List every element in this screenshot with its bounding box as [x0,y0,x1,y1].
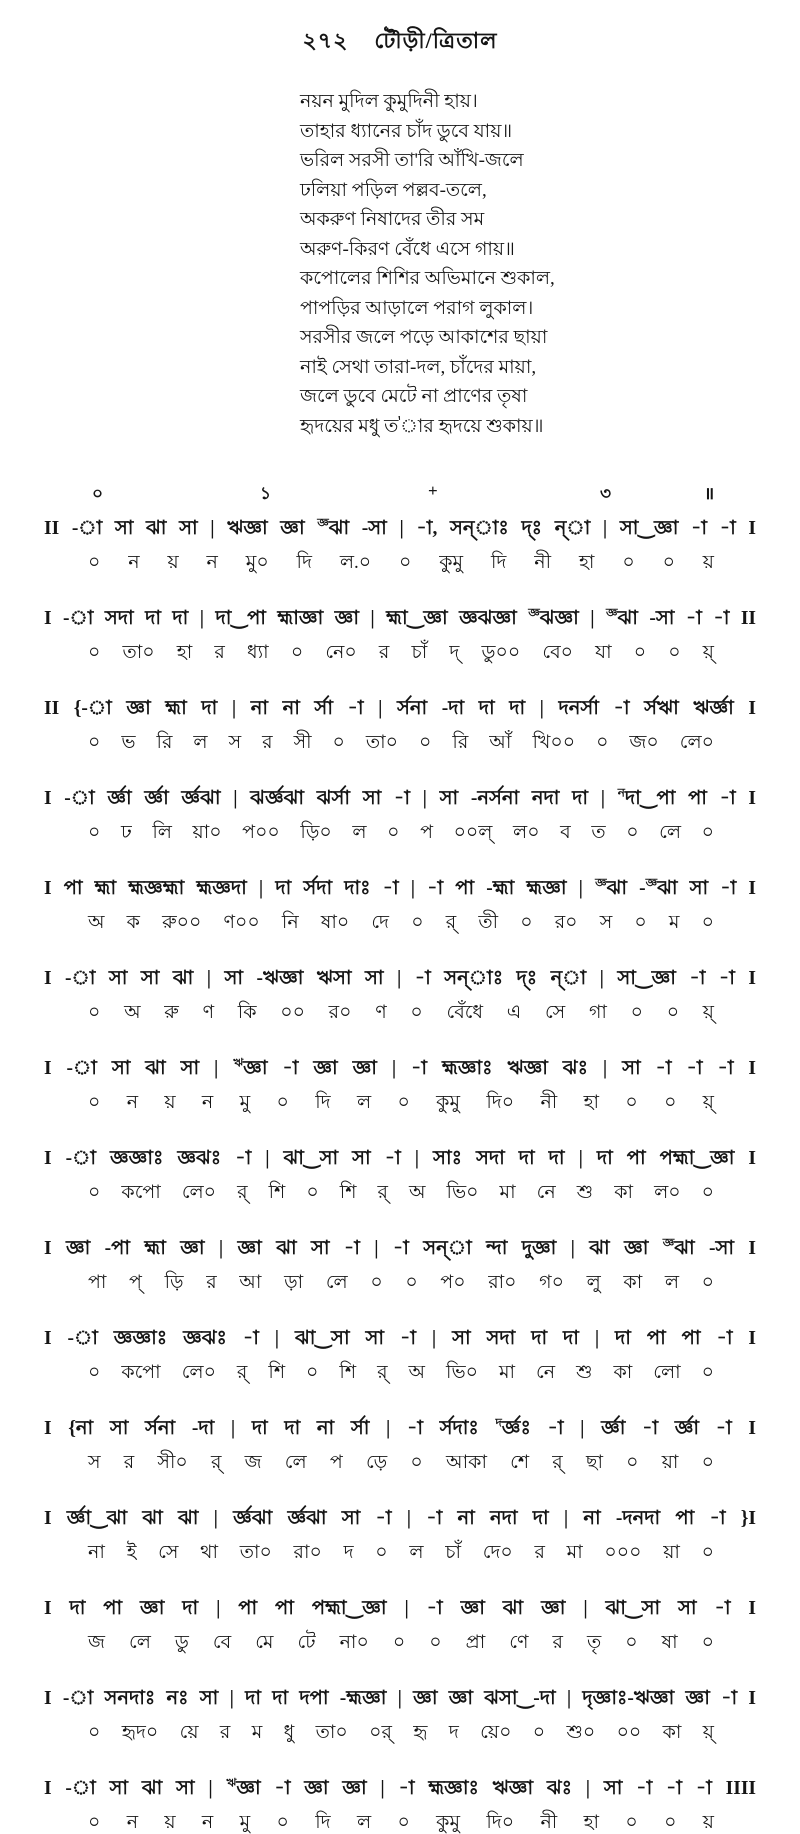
poem-line: ভরিল সরসী তা'রি আঁখি-জলে [300,150,524,171]
lyric-line: ০ অ রু ণ কি ০০ র০ ণ ০ বেঁধে এ সে গা ০ ০ য়্ [88,1002,714,1023]
notation-row [44,1687,756,1744]
sargam-line: I -া সনদাঃ নঃ সা | দা দা দপা -হ্মজ্ঞা | জ্ঞা জ্ঞা ঝসা‿-দা | দৃজ্ঞাঃ-ঋজ্ঞা জ্ঞা -া I [44,1688,756,1709]
lyric-line: ০ তা০ হা র ধ্যা ০ নে০ র চাঁ দ্ ডু০০ বে০ যা ০ ০ য়্ [88,642,714,663]
tala-marker: + [428,481,438,500]
page-header [0,24,800,61]
sargam-line: I -া সদা দা দা | দা‿পা হ্মাজ্ঞা জ্ঞা | হ্মা‿জ্ঞা জ্ঞঝজ্ঞা $^{জ্ঞ}$ঝজ্ঞা | $^{জ্ঞ}$ঝা -সা -া -া II [44,605,756,629]
lyric-line: জ লে ডু বে মে টে না০ ০ ০ প্রা ণে র তৃ ০ ষা ০ [88,1632,714,1653]
notation-row [44,1327,756,1384]
poem-line: নয়ন মুদিল কুমুদিনী হায়। [300,91,478,112]
grace-note: ন [617,785,625,800]
notation-row [44,1777,756,1834]
grace-note: জ্ঞ [317,515,329,530]
tala-marker: ৩ [600,484,612,503]
poem-line: তাহার ধ্যানের চাঁদ ডুবে যায়॥ [300,120,513,142]
sargam-line: I -া জ্ঞজ্ঞাঃ জ্ঞঝঃ -া | ঝা‿সা সা -া | সাঃ সদা দা দা | দা পা পহ্মা‿জ্ঞা I [44,1148,756,1169]
tala-marker: ০ [92,484,104,503]
lyric-line: ০ ন য় ন মু০ দি ল.০ ০ কুমু দি নী হা ০ ০ য় [88,552,714,573]
song-lyrics-poem [300,87,800,441]
notation-row [44,1237,756,1294]
sargam-line: I -া সা সা ঝা | সা -ঋজ্ঞা ঋসা সা | -া সন্‌াঃ দ্‌ঃ ন্‌া | সা‿জ্ঞা -া -া I [44,968,756,989]
poem-line: হৃদয়ের মধু ত'ার হৃদয়ে শুকায়॥ [300,415,544,437]
sargam-line: I -া র্জ্ঞা র্জ্ঞা র্জ্ঞঝা | ঝর্জ্ঞঝা ঝর্সা সা -া | সা -নর্সনা নদা দা | $^ন$দা‿পা পা -া I [44,785,756,809]
lyric-line: ০ ন য় ন মু ০ দি ল ০ কুমু দি০ নী হা ০ ০ য়্ [88,1092,714,1113]
poem-line: নাই সেথা তারা-দল, চাঁদের মায়া, [300,356,537,378]
notation-row [44,697,756,754]
sargam-line: I পা হ্মা হ্মজ্ঞহ্মা হ্মজ্ঞদা | দা র্সদা দাঃ -া | -া পা -হ্মা হ্মজ্ঞা | $^{জ্ঞ}$ঝা -$^{জ্ঞ}$ঝা সা -া I [44,875,756,899]
lyric-line: ০ কপো লে০ র্ শি ০ শি র্ অ ভি০ মা নে শু কা লো ০ [88,1362,714,1383]
sargam-line: I -া জ্ঞজ্ঞাঃ জ্ঞঝঃ -া | ঝা‿সা সা -া | সা সদা দা দা | দা পা পা -া I [44,1328,756,1349]
lyric-line: অ ক রু০০ ণ০০ নি ষা০ দে ০ র্ তী ০ র০ স ০ ম ০ [88,912,714,933]
poem-line: কপোলের শিশির অভিমানে শুকাল, [300,268,555,289]
poem-line: অরুণ-কিরণ বেঁধে এসে গায়॥ [300,238,515,260]
notation-row [44,967,756,1024]
lyric-line: ০ কপো লে০ র্ শি ০ শি র্ অ ভি০ মা নে শু কা ল০ ০ [88,1182,714,1203]
grace-note: ঋ [233,1055,244,1070]
notation-row [44,787,756,844]
swaralipi-notation [0,517,800,1834]
grace-note: দ [495,1415,502,1430]
poem-line: সরসীর জলে পড়ে আকাশের ছায়া [300,327,548,348]
raga-tala-title: টৌড়ী/ত্রিতাল [374,28,498,53]
tala-marker: ॥ [704,484,715,503]
poem-line: ঢলিয়া পড়িল পল্লব-তলে, [300,179,487,201]
sargam-line: I {না সা র্সনা -দা | দা দা না র্সা | -া র্সদাঃ $^দ$র্জ্ঞঃ -া | র্জ্ঞা -া র্জ্ঞা -া I [44,1415,757,1439]
lyric-line: না ই সে থা তা০ রা০ দ ০ ল চাঁ দে০ র মা ০০০ য়া ০ [88,1542,714,1563]
page-number: ২৭২ [302,28,349,53]
poem-line: পাপড়ির আড়ালে পরাগ লুকাল। [300,297,534,319]
lyric-line: ০ হৃদ০ য়ে র ম ধু তা০ ০র্ হৃ দ য়ে০ ০ শু০ ০০ কা য়্ [88,1722,714,1743]
tala-marker: ১ [260,484,272,503]
notation-row [44,877,756,934]
lyric-line: ০ ভ রি ল স র সী ০ তা০ ০ রি আঁ খি০০ ০ জ০ লে০ [88,732,714,753]
tala-marker-row [0,481,800,507]
notation-row [44,1597,756,1654]
sargam-line: I র্জ্ঞা‿ঝা ঝা ঝা | র্জ্ঞঝা র্জ্ঞঝা সা -া | -া না নদা দা | না -দনদা পা -া }I [44,1508,756,1529]
notation-row [44,1417,756,1474]
notation-row [44,1507,756,1564]
grace-note: জ্ঞ [662,1235,675,1250]
lyric-line: স র সী০ র্ জ লে প ড়ে ০ আকা শে র্ ছা ০ য়া ০ [88,1452,714,1473]
sargam-line: II -া সা ঝা সা | ঋজ্ঞা জ্ঞা $^{জ্ঞ}$ঝা -সা | -া, সন্‌াঃ দ্‌ঃ ন্‌া | সা‿জ্ঞা -া -া I [44,515,756,539]
lyric-line: পা প্ ড়ি র আ ড়া লে ০ ০ প০ রা০ গ০ লু কা ল ০ [88,1272,714,1293]
grace-note: জ্ঞ [528,605,540,620]
lyric-line: ০ ঢ লি য়া০ প০০ ড়ি০ ল ০ প ০০ল্ ল০ ব ত ০ লে ০ [88,822,714,843]
notation-row [44,517,756,574]
sargam-line: I -া সা ঝা সা | $^ঋ$জ্ঞা -া জ্ঞা জ্ঞা | -া হ্মজ্ঞাঃ ঋজ্ঞা ঝঃ | সা -া -া -া I [44,1055,756,1079]
sargam-line: II {-া জ্ঞা হ্মা দা | না না র্সা -া | র্সনা -দা দা দা | দনর্সা -া র্সঋা ঋর্জ্ঞা I [44,698,756,719]
grace-note: জ্ঞ [595,875,607,890]
notation-row [44,607,756,664]
grace-note: জ্ঞ [645,875,658,890]
lyric-line: ০ ন য় ন মু ০ দি ল ০ কুমু দি০ নী হা ০ ০ য় [88,1812,714,1833]
grace-note: জ্ঞ [606,605,618,620]
poem-line: জলে ডুবে মেটে না প্রাণের তৃষা [300,386,528,407]
poem-line: অকরুণ নিষাদের তীর সম [300,209,485,230]
sargam-line: I জ্ঞা -পা হ্মা জ্ঞা | জ্ঞা ঝা সা -া | -া সন্‌া ন্দা দুজ্ঞা | ঝা জ্ঞা $^{জ্ঞ}$ঝা -সা I [44,1235,756,1259]
grace-note: ঋ [226,1775,237,1790]
notation-row [44,1057,756,1114]
notation-row [44,1147,756,1204]
sargam-line: I -া সা ঝা সা | $^ঋ$জ্ঞা -া জ্ঞা জ্ঞা | -া হ্মজ্ঞাঃ ঋজ্ঞা ঝঃ | সা -া -া -া IIII [44,1775,756,1799]
sargam-line: I দা পা জ্ঞা দা | পা পা পহ্মা‿জ্ঞা | -া জ্ঞা ঝা জ্ঞা | ঝা‿সা সা -া I [44,1598,756,1619]
